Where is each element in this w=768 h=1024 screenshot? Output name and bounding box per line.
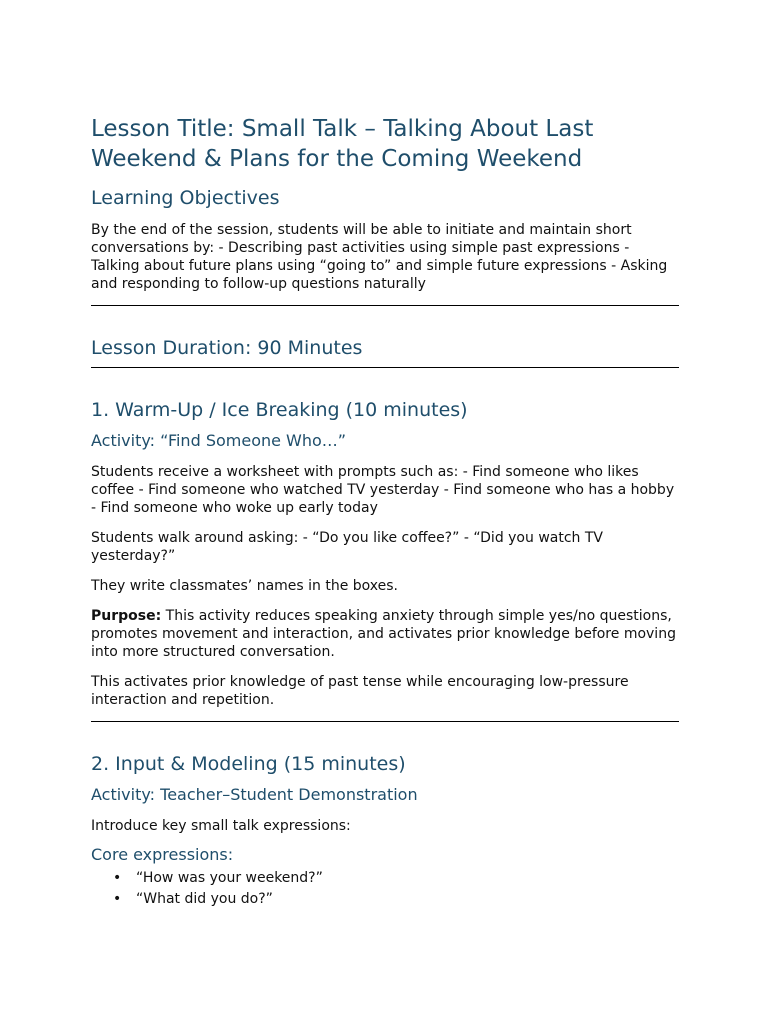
objectives-text: By the end of the session, students will be able to initiate and maintain short conversations by: - Describing past activities using simple past expressions - Talking about future plans using “going to” and simple future expressions - Asking and responding to follow-up questions naturally bbox=[91, 222, 668, 292]
duration-heading: Lesson Duration: 90 Minutes bbox=[91, 337, 363, 359]
section-1-paragraph: They write classmates’ names in the boxes. bbox=[91, 578, 399, 594]
divider bbox=[91, 367, 679, 368]
core-expressions-list bbox=[91, 868, 679, 910]
section-1-activity: Activity: “Find Someone Who…” bbox=[91, 431, 347, 450]
list-item-text: “What did you do?” bbox=[136, 891, 273, 907]
list-item bbox=[91, 889, 679, 910]
bullet: • bbox=[113, 870, 122, 886]
section-2-paragraph: Introduce key small talk expressions: bbox=[91, 818, 351, 834]
section-1-heading: 1. Warm-Up / Ice Breaking (10 minutes) bbox=[91, 399, 468, 421]
purpose-label: Purpose: bbox=[91, 608, 162, 624]
section-2-heading: 2. Input & Modeling (15 minutes) bbox=[91, 753, 406, 775]
core-expressions-heading: Core expressions: bbox=[91, 845, 234, 864]
section-1-purpose bbox=[91, 607, 679, 661]
list-item-text: “How was your weekend?” bbox=[136, 870, 323, 886]
lesson-title: Lesson Title: Small Talk – Talking About Last Weekend & Plans for the Coming Weekend bbox=[91, 116, 594, 172]
divider bbox=[91, 721, 679, 722]
bullet: • bbox=[113, 891, 122, 907]
section-1-paragraph: This activates prior knowledge of past tense while encouraging low-pressure interaction and repetition. bbox=[91, 674, 629, 708]
section-1-paragraph: Students walk around asking: - “Do you like coffee?” - “Did you watch TV yesterday?” bbox=[91, 530, 603, 564]
purpose-text: This activity reduces speaking anxiety through simple yes/no questions, promotes movement and interaction, and activates prior knowledge before moving into more structured conversation. bbox=[91, 608, 676, 660]
section-2-activity: Activity: Teacher–Student Demonstration bbox=[91, 785, 418, 804]
objectives-heading: Learning Objectives bbox=[91, 187, 280, 209]
section-1-paragraph: Students receive a worksheet with prompts such as: - Find someone who likes coffee - Find someone who watched TV yesterday - Find someone who has a hobby - Find someone who woke up early today bbox=[91, 464, 675, 516]
list-item bbox=[91, 868, 679, 889]
divider bbox=[91, 305, 679, 306]
document-content bbox=[91, 114, 679, 910]
